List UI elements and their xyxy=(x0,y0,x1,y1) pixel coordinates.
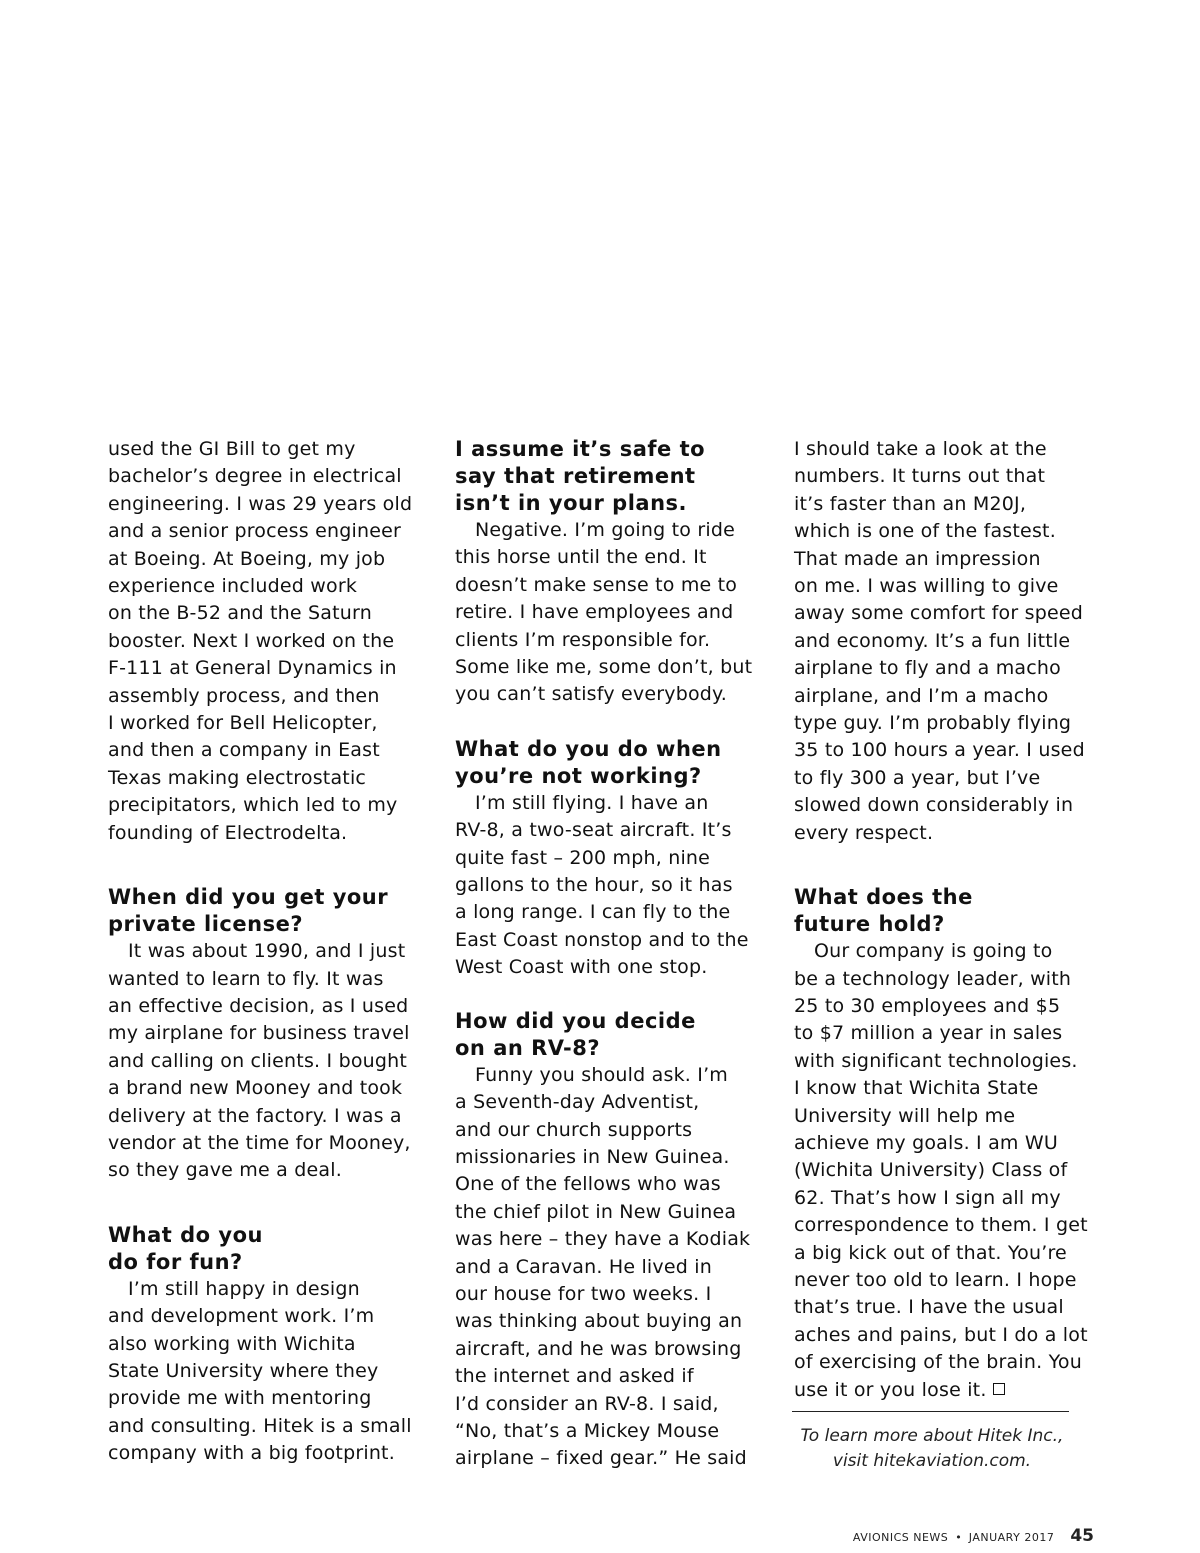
answer-paragraph: I’m still happy in design and development work. I’m also working with Wichita State University where they provide me with mentoring and consulting. Hitek is a small company with a big footprint. xyxy=(108,1277,412,1465)
answer-paragraph: Negative. I’m going to ride this horse until the end. It doesn’t make sense to me to retire. I have employees and clients I’m responsible for. Some like me, some don’t, but you can’t satisfy everybody. xyxy=(455,519,753,706)
column-1 xyxy=(108,436,413,1468)
answer-paragraph: Funny you should ask. I’m a Seventh-day Adventist, and our church supports missionaries in New Guinea. One of the fellows who was the chief pilot in New Guinea was here – they have a Kodiak and a Caravan. He lived in our house for two weeks. I was thinking about buying an aircraft, and he was browsing the internet and asked if I’d consider an RV-8. I said, “No, that’s a Mickey Mouse airplane – fixed gear.” He said xyxy=(455,1063,751,1470)
question-heading: What does the future hold? xyxy=(794,885,973,937)
answer-paragraph: I’m still flying. I have an RV-8, a two-seat aircraft. It’s quite fast – 200 mph, nine gallons to the hour, so it has a long range. I can fly to the East Coast nonstop and to the West Coast with one stop. xyxy=(455,791,749,979)
question-heading: When did you get your private license? xyxy=(108,885,389,937)
question-heading: What do you do when you’re not working? xyxy=(455,736,722,788)
column-3 xyxy=(794,436,1088,1404)
page-footer xyxy=(853,1526,1094,1546)
question-heading: What do you do for fun? xyxy=(108,1222,263,1274)
column-2 xyxy=(455,436,755,1473)
end-mark-icon xyxy=(993,1383,1005,1395)
footer-separator: • xyxy=(955,1531,962,1544)
publication-name: AVIONICS NEWS xyxy=(852,1531,949,1544)
answer-paragraph: It was about 1990, and I just wanted to learn to fly. It was an effective decision, as I used my airplane for business travel and calling on clients. I bought a brand new Mooney and took delivery at the factory. I was a vendor at the time for Mooney, so they gave me a deal. xyxy=(108,940,411,1182)
answer-paragraph: Our company is going to be a technology leader, with 25 to 30 employees and $5 to $7 million a year in sales with significant technologies. I know that Wichita State University will help me achieve my goals. I am WU (Wichita University) Class of 62. That’s how I sign all my correspondence to them. I get a big kick out of that. You’re never too old to learn. I hope that’s true. I have the usual aches and pains, but I do a lot of exercising of the brain. You use it or you lose it. xyxy=(794,940,1088,1401)
question-heading: How did you decide on an RV-8? xyxy=(455,1008,696,1060)
page-number: 45 xyxy=(1070,1526,1094,1546)
question-heading: I assume it’s safe to say that retirement isn’t in your plans. xyxy=(455,437,706,515)
more-info-note: To learn more about Hitek Inc., visit hitekaviation.com. xyxy=(800,1426,1064,1471)
issue-date: JANUARY 2017 xyxy=(968,1531,1055,1544)
paragraph: I should take a look at the numbers. It turns out that it’s faster than an M20J, which is one of the fastest. That made an impression on me. I was willing to give away some comfort for speed and economy. It’s a fun little airplane to fly and a macho airplane, and I’m a macho type guy. I’m probably flying 35 to 100 hours a year. I used to fly 300 a year, but I’ve slowed down considerably in every respect. xyxy=(794,438,1085,844)
divider xyxy=(792,1411,1069,1412)
paragraph: used the GI Bill to get my bachelor’s degree in electrical engineering. I was 29 years old and a senior process engineer at Boeing. At Boeing, my job experience included work on the B-52 and the Saturn booster. Next I worked on the F-111 at General Dynamics in assembly process, and then I worked for Bell Helicopter, and then a company in East Texas making electrostatic precipitators, which led to my founding of Electrodelta. xyxy=(108,438,413,844)
